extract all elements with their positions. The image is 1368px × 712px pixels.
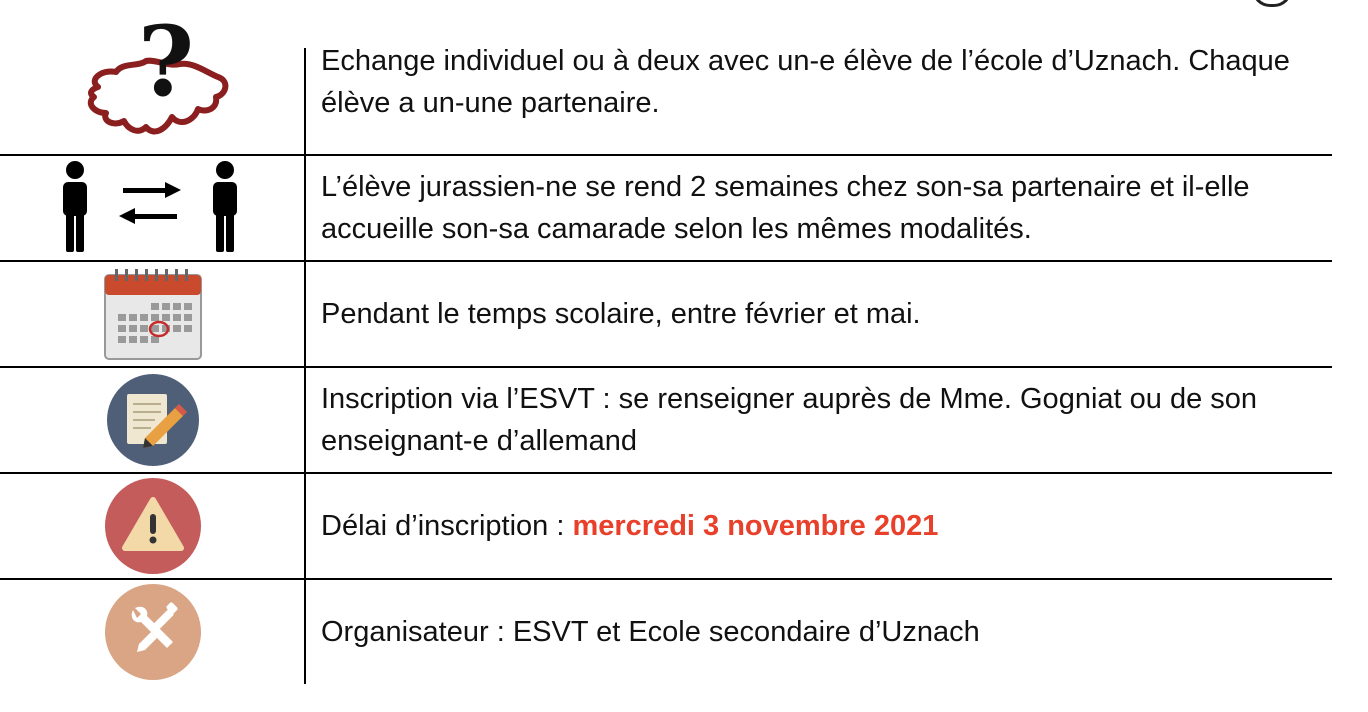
info-row-exchange-type (0, 10, 1332, 154)
icon-cell (0, 474, 305, 578)
info-row-organizer (0, 580, 1332, 684)
icon-cell (0, 156, 305, 260)
deadline-label: Délai d’inscription : (321, 510, 573, 542)
top-edge-mark (1252, 0, 1292, 7)
icon-cell (0, 368, 305, 472)
icon-cell (0, 10, 305, 154)
deadline-date: mercredi 3 novembre 2021 (572, 510, 939, 542)
swiss-map-question-icon (68, 17, 238, 147)
info-row-exchange-duration (0, 156, 1332, 260)
registration-form-icon (103, 370, 203, 470)
info-row-period (0, 262, 1332, 366)
exchange-people-icon (53, 158, 253, 258)
warning-icon (103, 476, 203, 576)
svg-text:?: ? (137, 17, 194, 118)
info-text (321, 474, 1312, 578)
info-text: Organisateur : ESVT et Ecole secondaire d’Uznach (321, 616, 980, 648)
icon-cell (0, 580, 305, 684)
info-text: Pendant le temps scolaire, entre février et mai. (321, 298, 921, 330)
icon-cell (0, 262, 305, 366)
info-text: L’élève jurassien-ne se rend 2 semaines chez son-sa partenaire et il-elle accueille son-sa camarade selon les mêmes modalités. (321, 171, 1250, 245)
info-row-deadline (0, 474, 1332, 578)
info-text: Echange individuel ou à deux avec un-e élève de l’école d’Uznach. Chaque élève a un-une partenaire. (321, 45, 1290, 119)
calendar-icon (101, 267, 205, 361)
info-row-registration (0, 368, 1332, 472)
tools-icon (103, 582, 203, 682)
info-text: Inscription via l’ESVT : se renseigner auprès de Mme. Gogniat ou de son enseignant-e d’allemand (321, 383, 1258, 457)
